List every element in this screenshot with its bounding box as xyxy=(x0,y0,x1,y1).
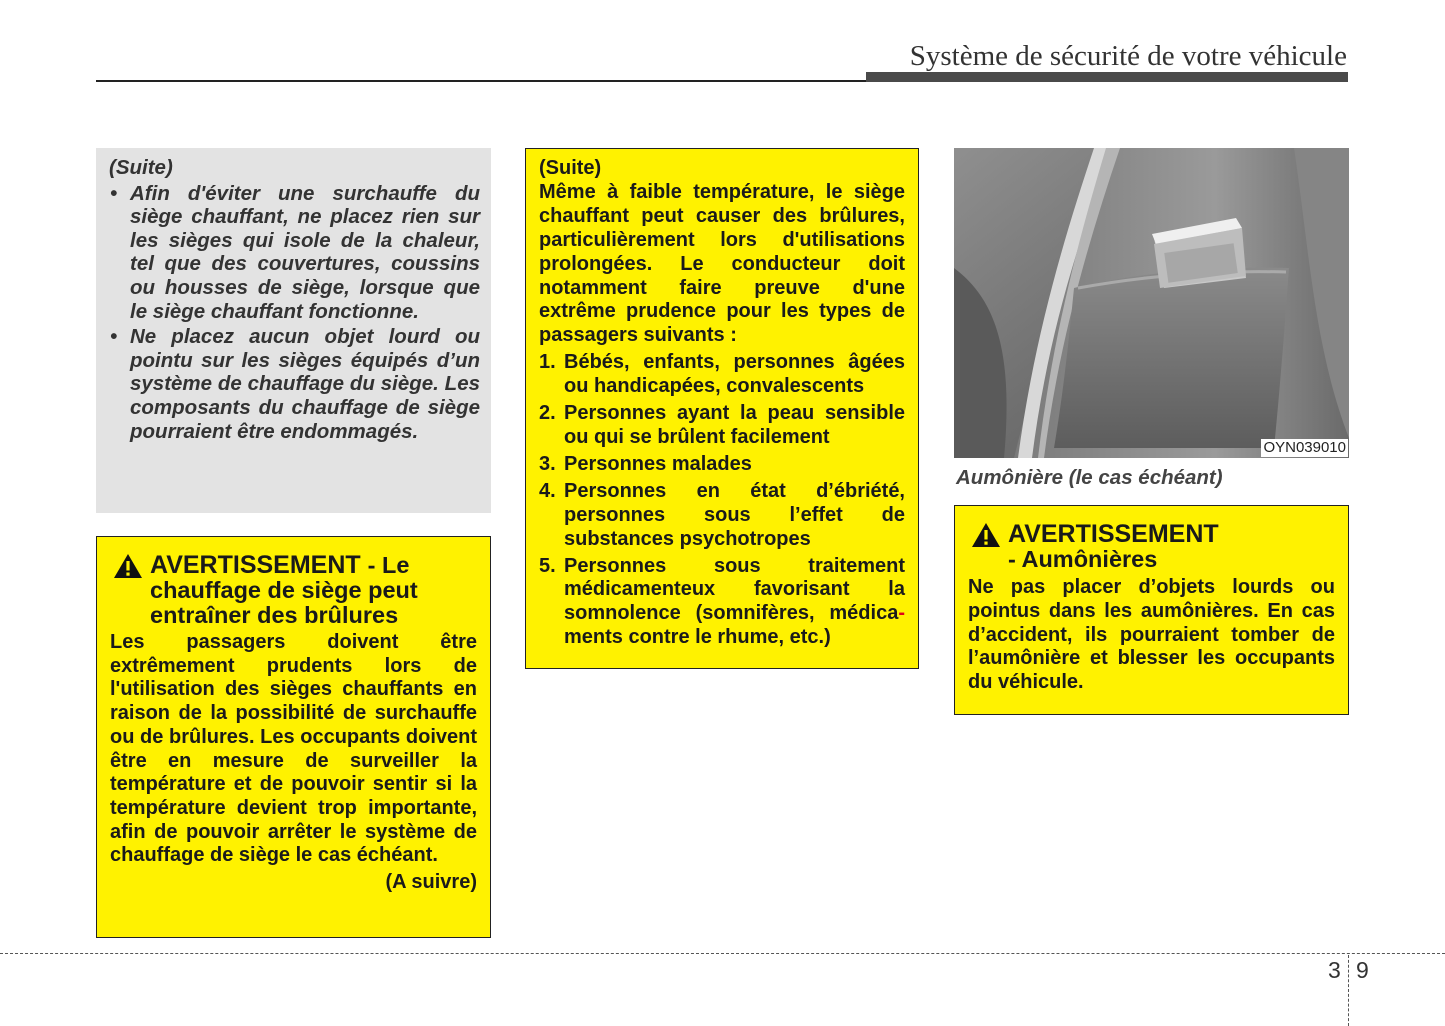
header-rule-thick xyxy=(866,72,1348,82)
list-item: 1. Bébés, enfants, personnes âgées ou handicapées, convalescents xyxy=(539,351,905,398)
warning-box-seatback-pockets xyxy=(954,505,1349,715)
note-bullet: • Afin d'éviter une surchauffe du siège chauffant, ne placez rien sur les sièges qui isole de la chaleur, tel que des couvertures, coussins ou housses de siège, lorsque que le siège chauffant fonctionne. xyxy=(109,182,480,324)
passenger-list xyxy=(539,351,905,650)
image-reference-code: OYN039010 xyxy=(1263,439,1346,456)
warning-heading xyxy=(110,553,477,628)
seatback-pocket-illustration xyxy=(954,148,1349,458)
list-item: 5. Personnes sous traitement médicamenteux favorisant la somnolence (somnifères, médica- ments contre le rhume, etc.) xyxy=(539,554,905,649)
note-box-continued xyxy=(96,148,491,513)
note-bullet: • Ne placez aucun objet lourd ou pointu sur les sièges équipés d’un système de chauffage du siège. Les composants du chauffage de siège pourraient être endommagés. xyxy=(109,325,480,443)
warning-body: Les passagers doivent être extrêmement prudents lors de l'utilisation des sièges chauffants en raison de la possibilité de surchauffe ou de brûlures. Les occupants doivent être en mesure de surveiller la température et de pouvoir sentir si la température devient trop importante, afin de pouvoir arrêter le système de chauffage de siège le cas échéant. xyxy=(110,631,477,867)
warning-title: AVERTISSEMENT xyxy=(150,551,361,579)
image-caption: Aumônière (le cas échéant) xyxy=(956,466,1223,489)
list-item: 3. Personnes malades xyxy=(539,452,752,475)
footer-page-separator xyxy=(1348,955,1349,1026)
warning-box-seat-heating xyxy=(96,536,491,938)
page-header-title: Système de sécurité de votre véhicule xyxy=(909,40,1347,72)
continued-label: (A suivre) xyxy=(385,871,477,894)
warning-triangle-icon xyxy=(113,553,143,579)
warning-subtitle: - Le xyxy=(367,552,410,578)
suite-label: (Suite) xyxy=(109,156,173,179)
warning-title: AVERTISSEMENT xyxy=(1008,520,1219,548)
warning-body: Ne pas placer d’objets lourds ou pointus dans les aumônières. En cas d’accident, ils pourraient tomber de l’aumônière et blesser les occupants du véhicule. xyxy=(968,576,1335,694)
list-item: 2. Personnes ayant la peau sensible ou qui se brûlent facilement xyxy=(539,402,905,448)
warning-box-continued xyxy=(525,148,919,669)
seatback-pocket-photo xyxy=(954,148,1349,458)
warning-triangle-icon xyxy=(971,522,1001,548)
suite-label: (Suite) xyxy=(539,157,602,179)
list-item: 4. Personnes en état d’ébriété, personnes sous l’effet de substances psychotropes xyxy=(539,479,905,550)
warning-subtitle: entraîner des brûlures xyxy=(150,602,399,628)
chapter-number: 3 xyxy=(1328,957,1341,983)
warning-subtitle: chauffage de siège peut xyxy=(150,577,418,603)
warning-subtitle: - Aumônières xyxy=(1008,546,1158,572)
header-rule xyxy=(96,80,868,82)
footer-divider xyxy=(0,953,1445,954)
note-list xyxy=(109,182,480,444)
page-number: 9 xyxy=(1356,957,1369,983)
warning-heading xyxy=(968,522,1335,572)
warning-intro: Même à faible température, le siège chauffant peut causer des brûlures, particulièrement lors d'utilisations prolongées. Le conducteur doit notamment faire preuve d'une extrême prudence pour les types de passagers suivants : xyxy=(539,180,905,347)
